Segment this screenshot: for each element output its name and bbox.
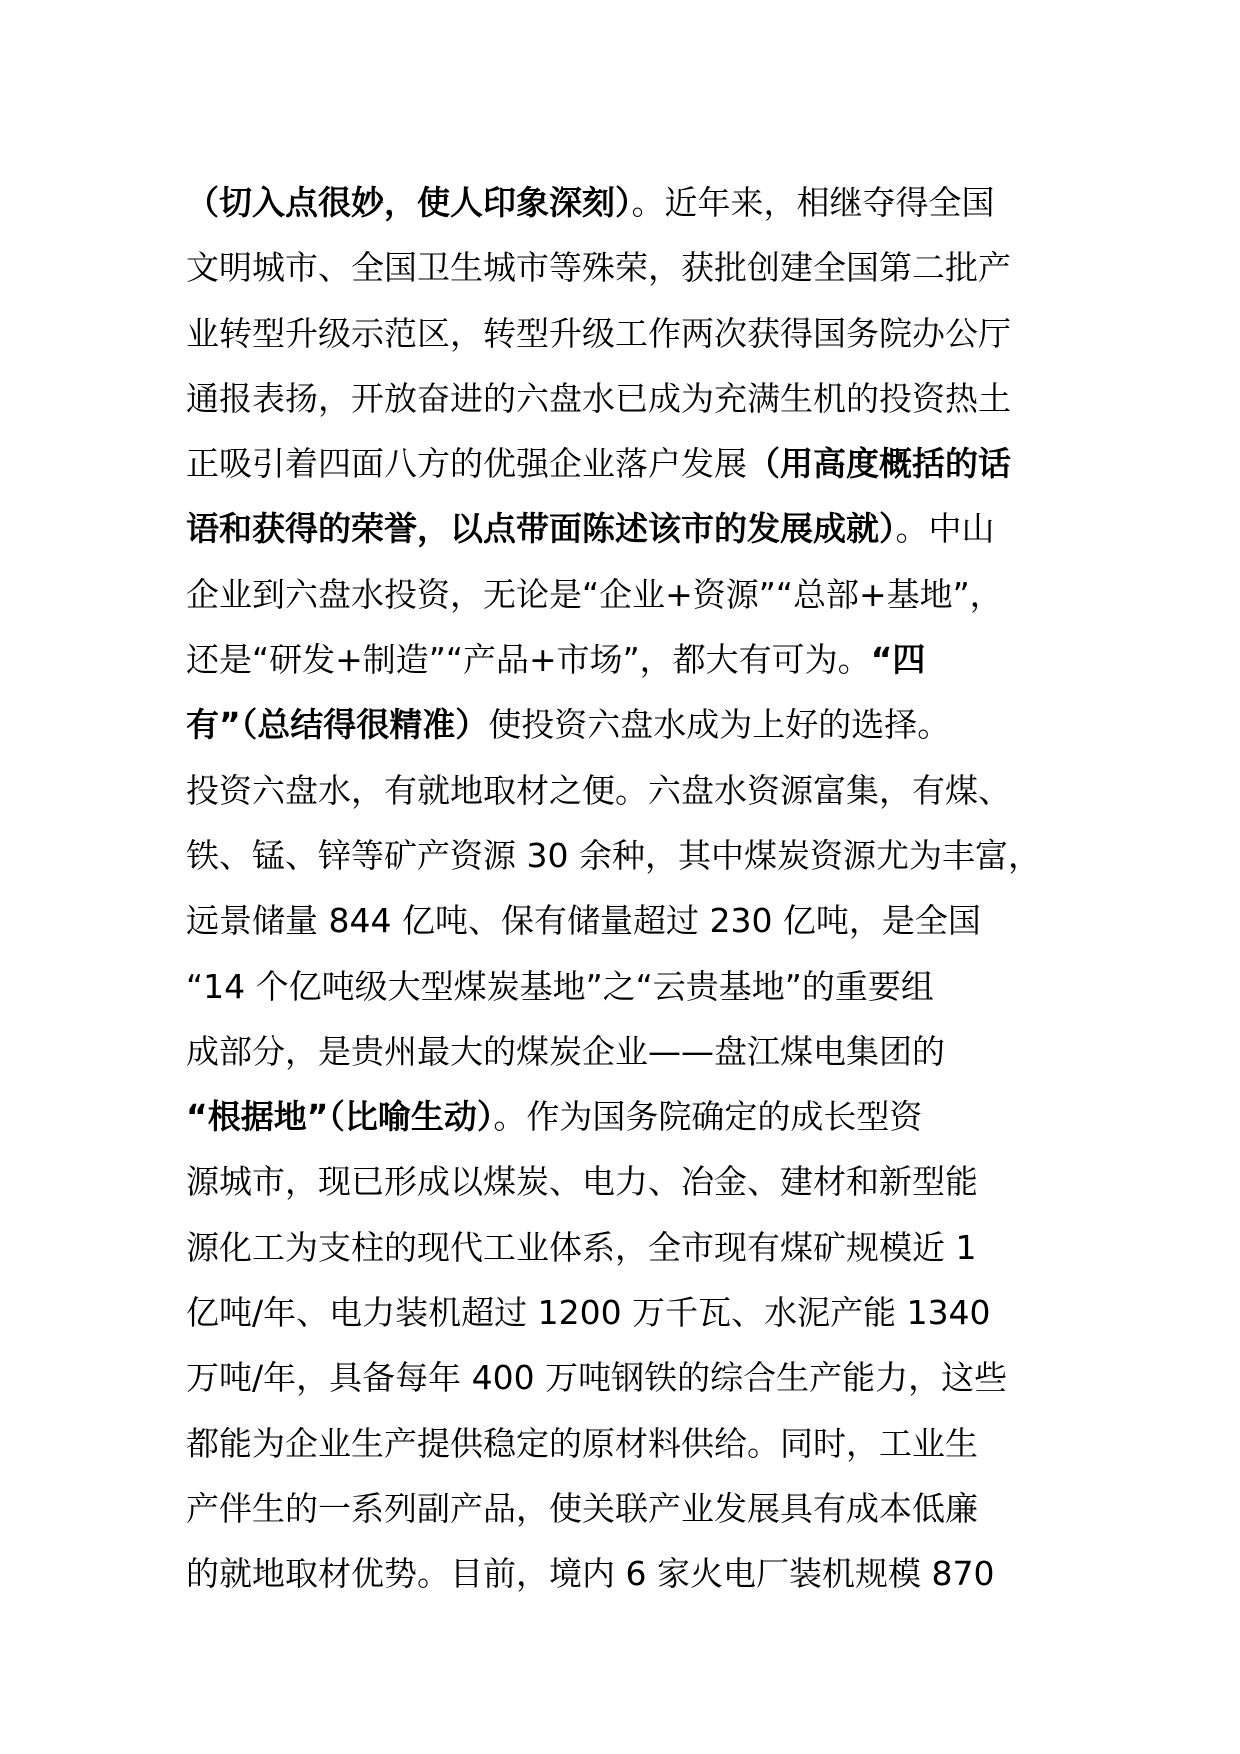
body-text-segment: 。作为国务院确定的成长型资: [493, 1097, 923, 1137]
body-text-segment: 投资六盘水，有就地取材之便。六盘水资源富集，有煤、: [186, 770, 1011, 810]
body-text-segment: 铁、锰、锌等矿产资源 30 余种，其中煤炭资源尤为丰富，: [186, 835, 1041, 875]
text-line: [186, 627, 1086, 692]
text-line: [186, 431, 1086, 496]
body-text: [186, 170, 1086, 1607]
body-text-segment: 产伴生的一系列副产品，使关联产业发展具有成本低廉: [186, 1488, 978, 1528]
text-line: [186, 1019, 1086, 1084]
body-text-segment: 的就地取材优势。目前，境内 6 家火电厂装机规模 870: [186, 1554, 995, 1594]
body-text-segment: 。近年来，相继夺得全国: [631, 183, 995, 222]
text-line: [186, 1149, 1086, 1214]
text-line: [186, 823, 1086, 888]
text-line: [186, 1280, 1086, 1345]
body-text-segment: 亿吨/年、电力装机超过 1200 万千瓦、水泥产能 1340: [186, 1293, 991, 1333]
body-text-segment: 使投资六盘水成为上好的选择。: [488, 705, 951, 745]
body-text-segment: 成部分，是贵州最大的煤炭企业——盘江煤电集团的: [186, 1031, 945, 1071]
body-text-segment: 源城市，现已形成以煤炭、电力、冶金、建材和新型能: [186, 1162, 978, 1202]
text-line: [186, 1084, 1086, 1149]
text-line: [186, 692, 1086, 757]
body-text-segment: 文明城市、全国卫生城市等殊荣，获批创建全国第二批产: [186, 248, 1011, 288]
text-line: [186, 1411, 1086, 1476]
body-text-segment: 远景储量 844 亿吨、保有储量超过 230 亿吨，是全国: [186, 901, 981, 941]
body-text-segment: 通报表扬，开放奋进的六盘水已成为充满生机的投资热土: [186, 378, 1011, 418]
text-line: [186, 1345, 1086, 1410]
annotation-text: “四: [870, 640, 926, 680]
body-text-segment: 还是“研发+制造”“产品+市场”，都大有可为。: [186, 640, 871, 680]
annotation-text: “根据地”（比喻生动）: [186, 1097, 494, 1137]
annotation-text: （用高度概括的话: [747, 444, 1011, 484]
text-line: [186, 562, 1086, 627]
text-line: [186, 758, 1086, 823]
text-line: [186, 1541, 1086, 1606]
text-line: [186, 1215, 1086, 1280]
text-line: [186, 954, 1086, 1019]
body-text-segment: “14 个亿吨级大型煤炭基地”之“云贵基地”的重要组: [186, 966, 934, 1006]
annotation-text: （切入点很妙，使人印象深刻）: [186, 183, 632, 222]
body-text-segment: 都能为企业生产提供稳定的原材料供给。同时，工业生: [186, 1423, 978, 1463]
annotation-text: 有”（总结得很精准）: [186, 705, 489, 745]
body-text-segment: 业转型升级示范区，转型升级工作两次获得国务院办公厅: [186, 313, 1011, 353]
text-line: [186, 235, 1086, 300]
body-text-segment: 源化工为支柱的现代工业体系，全市现有煤矿规模近 1: [186, 1227, 977, 1267]
text-line: [186, 496, 1086, 561]
body-text-segment: 。中山: [895, 509, 995, 549]
text-line: [186, 366, 1086, 431]
annotation-text: 语和获得的荣誉，以点带面陈述该市的发展成就）: [186, 509, 896, 549]
body-text-segment: 正吸引着四面八方的优强企业落户发展: [186, 444, 747, 484]
body-text-segment: 万吨/年，具备每年 400 万吨钢铁的综合生产能力，这些: [186, 1358, 1008, 1398]
text-line: [186, 888, 1086, 953]
text-line: [186, 170, 1086, 235]
text-line: [186, 1476, 1086, 1541]
body-text-segment: 企业到六盘水投资，无论是“企业+资源”“总部+基地”，: [186, 574, 1003, 614]
text-line: [186, 301, 1086, 366]
